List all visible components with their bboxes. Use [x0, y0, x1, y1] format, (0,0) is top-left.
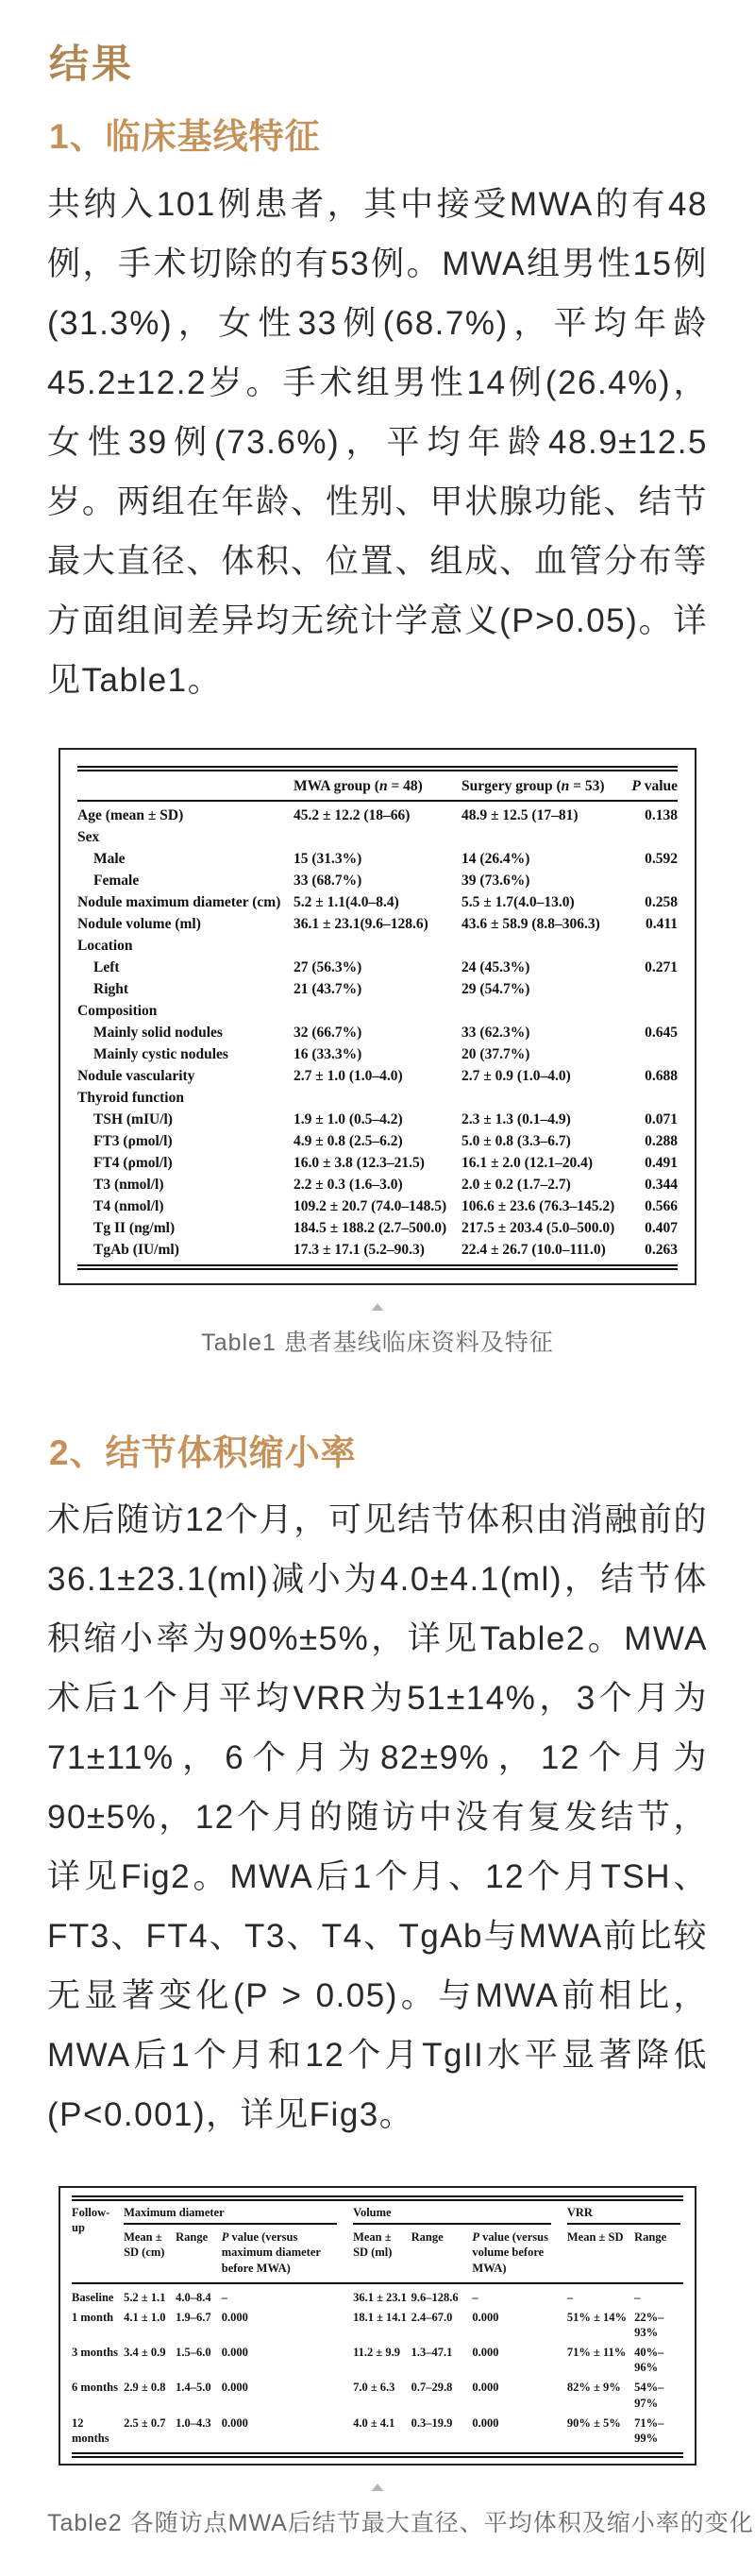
table-cell: 106.6 ± 23.6 (76.3–145.2) — [461, 1197, 615, 1214]
table-cell: 16 (33.3%) — [293, 1045, 362, 1062]
table-cell: Mainly solid nodules — [93, 1024, 223, 1041]
table-cell: 0.071 — [645, 1110, 678, 1127]
table-cell: 5.5 ± 1.7(4.0–13.0) — [461, 893, 575, 910]
table-row — [72, 2308, 683, 2343]
table-cell: 2.7 ± 0.9 (1.0–4.0) — [461, 1067, 571, 1084]
table-cell: 217.5 ± 203.4 (5.0–500.0) — [461, 1219, 615, 1236]
table-cell: 39 (73.6%) — [461, 872, 530, 889]
table-cell: 0.000 — [472, 2381, 499, 2395]
table-row — [77, 1239, 678, 1267]
table1-scan-frame — [59, 748, 696, 1285]
table-cell: 51% ± 14% — [566, 2310, 627, 2324]
table-cell: Baseline — [72, 2290, 114, 2304]
table-cell — [461, 1087, 624, 1109]
table-row — [72, 2343, 683, 2378]
table2-body — [72, 2283, 683, 2455]
table-cell — [461, 1000, 624, 1022]
table-cell: 2.0 ± 0.2 (1.7–2.7) — [461, 1176, 571, 1193]
table-cell: 15 (31.3%) — [293, 850, 362, 867]
table-cell: 3 months — [72, 2346, 118, 2360]
table-cell: – — [634, 2290, 641, 2304]
table2-group-volume: Volume — [353, 2198, 567, 2227]
table-cell: 40%–96% — [634, 2346, 664, 2375]
table2-col-vol-mean: Mean ± SD (ml) — [353, 2227, 411, 2283]
table2-caption: Table2 各随访点MWA后结节最大直径、平均体积及缩小率的变化 — [47, 2510, 754, 2537]
table-cell: 4.0–8.4 — [176, 2290, 211, 2304]
table-cell: 22.4 ± 26.7 (10.0–111.0) — [461, 1241, 606, 1258]
table-cell: 71% ± 11% — [566, 2346, 627, 2360]
table-cell: 0.344 — [645, 1176, 678, 1193]
table-row — [77, 1109, 678, 1130]
table-cell — [294, 1000, 461, 1022]
table-cell: 0.566 — [645, 1197, 678, 1214]
table-cell — [624, 1043, 678, 1065]
table1-header — [77, 769, 678, 801]
table-cell: Age (mean ± SD) — [77, 806, 184, 823]
table-cell: 54%–97% — [634, 2381, 664, 2410]
table-cell: 1.5–6.0 — [176, 2346, 211, 2360]
table2-col-vol-range: Range — [411, 2227, 473, 2283]
table-cell: 82% ± 9% — [566, 2381, 621, 2395]
table-cell: 2.7 ± 1.0 (1.0–4.0) — [293, 1067, 403, 1084]
table-cell: 12 months — [72, 2415, 109, 2446]
table-cell: 36.1 ± 23.1 — [353, 2290, 407, 2304]
table-row — [72, 2413, 683, 2455]
table-cell: 1.0–4.3 — [176, 2415, 211, 2430]
table-cell: 45.2 ± 12.2 (18–66) — [293, 806, 411, 823]
table-cell: 0.000 — [221, 2346, 248, 2360]
table-row — [77, 1130, 678, 1152]
table-cell: 184.5 ± 188.2 (2.7–500.0) — [293, 1219, 447, 1236]
table-cell: 21 (43.7%) — [293, 980, 362, 997]
table-row — [72, 2227, 683, 2283]
table-cell — [624, 1087, 678, 1109]
section-2-paragraph: 术后随访12个月，可见结节体积由消融前的36.1±23.1(ml)减小为4.0±4.1(ml)，结节体积缩小率为90%±5%，详见Table2。MWA术后1个月平均VRR为51±14%，3个月为71±11%，6个月为82±9%，12个月为90±5%，12个月的随访中没有复发结节，详见Fig2。MWA后1个月、12个月TSH、FT3、FT4、T3、T4、TgAb与MWA前比较无显著变化(P > 0.05)。与MWA前相比，MWA后1个月和12个月TgII水平显著降低(P<0.001)，详见Fig3。 — [47, 1500, 708, 2133]
table-cell: 20 (37.7%) — [461, 1045, 530, 1062]
table2-header — [72, 2198, 683, 2283]
table-cell: 33 (68.7%) — [293, 872, 362, 889]
table2-scan-frame — [59, 2186, 696, 2466]
table-cell: 17.3 ± 17.1 (5.2–90.3) — [293, 1241, 425, 1258]
table-cell: 2.5 ± 0.7 — [124, 2415, 166, 2430]
table-cell: 0.411 — [645, 915, 678, 932]
table-cell — [624, 826, 678, 848]
table-cell — [461, 826, 624, 848]
table-cell: 0.688 — [645, 1067, 678, 1084]
table-row — [77, 1022, 678, 1043]
section-2-heading: 2、结节体积缩小率 — [49, 1432, 357, 1472]
table1-col-pvalue: P value — [624, 769, 678, 801]
table-row — [77, 1087, 678, 1109]
table-cell: Nodule maximum diameter (cm) — [77, 893, 281, 910]
table-row — [77, 1217, 678, 1239]
table-cell — [461, 935, 624, 957]
table-cell: Location — [77, 937, 133, 954]
table-cell: 0.000 — [221, 2415, 248, 2430]
table-row — [77, 1174, 678, 1195]
section-volume-reduction — [47, 1432, 754, 2539]
table-cell: Left — [93, 958, 120, 975]
table-cell — [624, 870, 678, 891]
table-cell: 22%–93% — [634, 2310, 664, 2340]
table2-figure — [47, 2186, 754, 2538]
collapse-triangle-icon[interactable]: ▲ — [367, 1298, 388, 1313]
table-cell: 0.000 — [472, 2346, 499, 2360]
table-cell: 0.000 — [221, 2381, 248, 2395]
baseline-characteristics-table — [77, 766, 678, 1270]
table-cell: Tg II (ng/ml) — [93, 1219, 176, 1236]
page-title: 结果 — [49, 43, 135, 87]
table-row — [77, 1195, 678, 1217]
section-1-paragraph: 共纳入101例患者，其中接受MWA的有48例，手术切除的有53例。MWA组男性15例(31.3%)，女性33例(68.7%)，平均年龄45.2±12.2岁。手术组男性14例(26.4%)，女性39例(73.6%)，平均年龄48.9±12.5岁。两组在年龄、性别、甲状腺功能、结节最大直径、体积、位置、组成、血管分布等方面组间差异均无统计学意义(P>0.05)。详见Table1。 — [47, 185, 708, 699]
table-cell: 2.3 ± 1.3 (0.1–4.9) — [461, 1110, 571, 1127]
table-cell: 3.4 ± 0.9 — [124, 2346, 166, 2360]
table-row — [77, 870, 678, 891]
table-cell: 6 months — [72, 2381, 118, 2395]
table-cell: 48.9 ± 12.5 (17–81) — [461, 806, 579, 823]
table-cell: 1.9 ± 1.0 (0.5–4.2) — [293, 1110, 403, 1127]
table-cell: 0.645 — [645, 1024, 678, 1041]
table-cell: 0.491 — [645, 1154, 678, 1171]
table-cell: 2.2 ± 0.3 (1.6–3.0) — [293, 1176, 403, 1193]
table-cell: 5.0 ± 0.8 (3.3–6.7) — [461, 1132, 571, 1149]
table2-col-vrr-mean: Mean ± SD — [567, 2227, 634, 2283]
table1-figure — [47, 748, 708, 1358]
table-cell: 4.9 ± 0.8 (2.5–6.2) — [293, 1132, 403, 1149]
table-cell: – — [566, 2290, 574, 2304]
table-row — [77, 891, 678, 913]
table-cell — [624, 935, 678, 957]
table-row — [77, 826, 678, 848]
table-row — [72, 2198, 683, 2227]
table-row — [77, 1043, 678, 1065]
table-cell: T3 (nmol/l) — [93, 1176, 164, 1193]
table-row — [77, 957, 678, 978]
collapse-triangle-icon[interactable]: ▲ — [367, 2480, 388, 2495]
table-cell: FT4 (ρmol/l) — [93, 1154, 173, 1171]
table-row — [72, 2283, 683, 2308]
table-cell: 2.9 ± 0.8 — [124, 2381, 166, 2395]
table-cell: Male — [93, 850, 126, 867]
table-row — [77, 1152, 678, 1174]
table-cell: 33 (62.3%) — [461, 1024, 530, 1041]
table-row — [77, 769, 678, 801]
table-cell: T4 (nmol/l) — [93, 1197, 164, 1214]
table-row — [77, 913, 678, 935]
table-cell: Nodule volume (ml) — [77, 915, 201, 932]
table2-group-vrr: VRR — [567, 2198, 683, 2227]
table1-col-mwa: MWA group (n = 48) — [294, 769, 461, 801]
table-cell: Mainly cystic nodules — [93, 1045, 228, 1062]
table2-col-md-mean: Mean ± SD (cm) — [124, 2227, 176, 2283]
table-row — [77, 1000, 678, 1022]
table-cell: 36.1 ± 23.1(9.6–128.6) — [293, 915, 428, 932]
table2-col-md-range: Range — [176, 2227, 222, 2283]
table-cell: 0.258 — [645, 893, 678, 910]
table2-col-followup: Follow-up — [72, 2198, 124, 2283]
table1-body — [77, 801, 678, 1267]
table-cell — [294, 935, 461, 957]
table-cell: 2.4–67.0 — [411, 2310, 453, 2324]
table-cell: Female — [93, 872, 140, 889]
table-cell: 0.288 — [645, 1132, 678, 1149]
table-row — [77, 935, 678, 957]
table-cell: TSH (mIU/l) — [93, 1110, 173, 1127]
table-cell: 4.1 ± 1.0 — [124, 2310, 166, 2324]
table-row — [72, 2378, 683, 2413]
table-cell: – — [221, 2290, 227, 2304]
table-cell: 0.7–29.8 — [411, 2381, 453, 2395]
table-row — [77, 978, 678, 1000]
table-cell: Thyroid function — [77, 1089, 184, 1106]
section-1-heading: 1、临床基线特征 — [49, 117, 321, 157]
table-cell: 5.2 ± 1.1 — [124, 2290, 166, 2304]
table-cell: 9.6–128.6 — [411, 2290, 459, 2304]
table-cell: Right — [93, 980, 129, 997]
section-clinical-baseline — [47, 115, 708, 1357]
table-cell: – — [472, 2290, 478, 2304]
table-row — [77, 1065, 678, 1087]
table-cell: 24 (45.3%) — [461, 958, 530, 975]
table-cell: 71%–99% — [634, 2415, 664, 2446]
table2-col-vrr-range: Range — [634, 2227, 683, 2283]
table2-col-md-pvalue: P value (versus maximum diameter before MWA) — [222, 2227, 353, 2283]
table-cell: 7.0 ± 6.3 — [353, 2381, 395, 2395]
table-cell: 0.592 — [645, 850, 678, 867]
table-cell: 1.9–6.7 — [176, 2310, 211, 2324]
table-cell: 0.000 — [472, 2310, 499, 2324]
table-cell: 0.3–19.9 — [411, 2415, 453, 2430]
table-cell: 1.3–47.1 — [411, 2346, 453, 2360]
table2-collapse-row — [47, 2481, 708, 2497]
table-cell — [624, 978, 678, 1000]
table-cell: 11.2 ± 9.9 — [353, 2346, 400, 2360]
table-cell: 16.0 ± 3.8 (12.3–21.5) — [293, 1154, 425, 1171]
table-cell: 0.000 — [472, 2415, 499, 2430]
table-cell: 18.1 ± 14.1 — [353, 2310, 407, 2324]
table-cell: TgAb (IU/ml) — [93, 1241, 179, 1258]
table-cell: 4.0 ± 4.1 — [353, 2415, 395, 2430]
table-cell: 5.2 ± 1.1(4.0–8.4) — [293, 893, 399, 910]
table-cell: 14 (26.4%) — [461, 850, 530, 867]
table-cell: 0.271 — [645, 958, 678, 975]
table-cell — [624, 1000, 678, 1022]
table-cell: 29 (54.7%) — [461, 980, 530, 997]
table2-col-vol-pvalue: P value (versus volume before MWA) — [472, 2227, 566, 2283]
table-cell: FT3 (ρmol/l) — [93, 1132, 173, 1149]
table-cell: 0.263 — [645, 1241, 678, 1258]
table-cell: 109.2 ± 20.7 (74.0–148.5) — [293, 1197, 447, 1214]
table-row — [77, 801, 678, 827]
table-cell: 0.000 — [221, 2310, 248, 2324]
table-row — [77, 848, 678, 870]
table-cell: 90% ± 5% — [566, 2415, 621, 2430]
table-cell: 43.6 ± 58.9 (8.8–306.3) — [461, 915, 600, 932]
table-cell: 0.138 — [645, 806, 678, 823]
table1-col-label — [77, 769, 294, 801]
table-cell: 16.1 ± 2.0 (12.1–20.4) — [461, 1154, 593, 1171]
table-cell: Nodule vascularity — [77, 1067, 195, 1084]
followup-results-table — [72, 2195, 683, 2458]
table-cell — [294, 826, 461, 848]
table1-col-surgery: Surgery group (n = 53) — [461, 769, 624, 801]
table-cell: 1.4–5.0 — [176, 2381, 211, 2395]
table-cell: Sex — [77, 828, 100, 845]
table-cell — [294, 1087, 461, 1109]
table-cell: 27 (56.3%) — [293, 958, 362, 975]
table2-group-max-diameter: Maximum diameter — [124, 2198, 353, 2227]
table1-caption: Table1 患者基线临床资料及特征 — [201, 1329, 554, 1356]
table-cell: 1 month — [72, 2310, 114, 2324]
table-cell: 0.407 — [645, 1219, 678, 1236]
table-cell: Composition — [77, 1002, 158, 1019]
table1-collapse-row — [47, 1300, 708, 1316]
table-cell: 32 (66.7%) — [293, 1024, 362, 1041]
